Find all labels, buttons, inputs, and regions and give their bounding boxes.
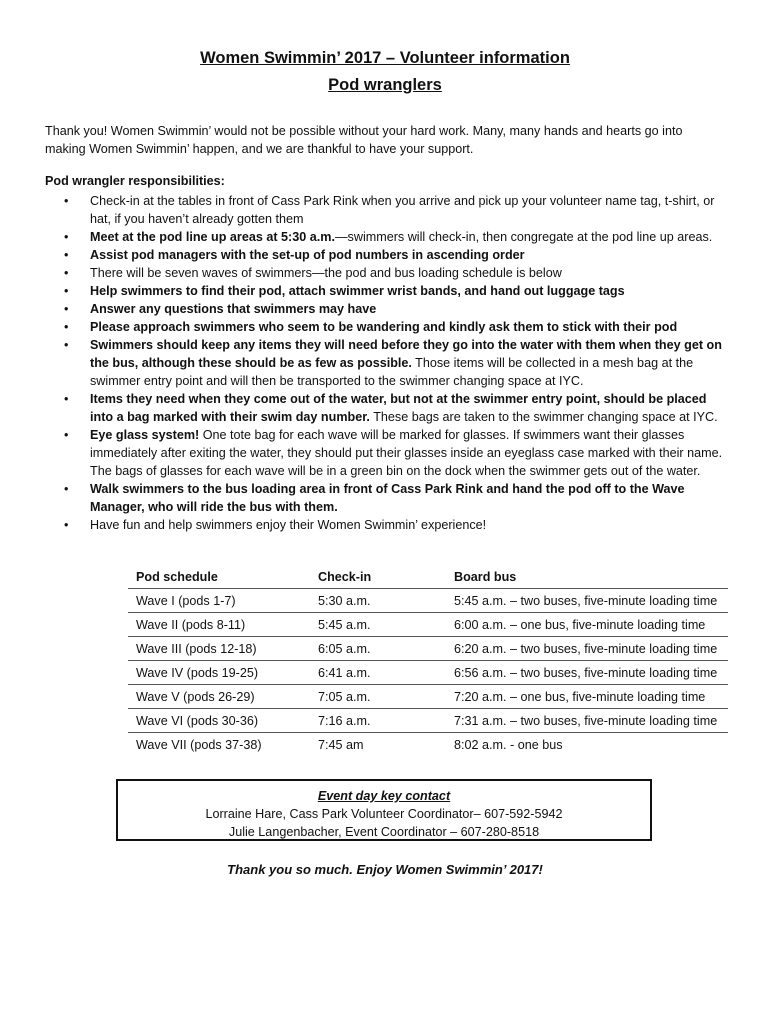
responsibility-item <box>45 336 725 390</box>
schedule-row <box>128 661 728 685</box>
responsibility-item <box>45 246 725 264</box>
responsibility-item <box>45 192 725 228</box>
schedule-cell-board: 6:20 a.m. – two buses, five-minute loading time <box>446 637 728 661</box>
bullet-icon: • <box>64 266 69 280</box>
bullet-icon: • <box>64 320 69 334</box>
bullet-icon: • <box>64 338 69 352</box>
schedule-row <box>128 685 728 709</box>
responsibility-item <box>45 516 725 534</box>
responsibility-text: These bags are taken to the swimmer changing space at IYC. <box>369 410 718 424</box>
responsibility-item <box>45 480 725 516</box>
responsibility-text: —swimmers will check-in, then congregate at the pod line up areas. <box>334 230 713 244</box>
schedule-cell-pod: Wave I (pods 1-7) <box>128 589 310 613</box>
schedule-cell-board: 7:20 a.m. – one bus, five-minute loading time <box>446 685 728 709</box>
schedule-cell-board: 6:00 a.m. – one bus, five-minute loading time <box>446 613 728 637</box>
responsibility-item <box>45 300 725 318</box>
schedule-row <box>128 613 728 637</box>
schedule-cell-board: 6:56 a.m. – two buses, five-minute loading time <box>446 661 728 685</box>
schedule-cell-checkin: 5:45 a.m. <box>310 613 446 637</box>
responsibility-item <box>45 426 725 480</box>
schedule-cell-pod: Wave VII (pods 37-38) <box>128 733 310 757</box>
closing-message: Thank you so much. Enjoy Women Swimmin’ 2017! <box>227 862 543 877</box>
bullet-icon: • <box>64 194 69 208</box>
schedule-cell-checkin: 6:41 a.m. <box>310 661 446 685</box>
responsibility-item <box>45 228 725 246</box>
bullet-icon: • <box>64 482 69 496</box>
contact-line-event: Julie Langenbacher, Event Coordinator – 607-280-8518 <box>228 825 540 839</box>
bullet-icon: • <box>64 230 69 244</box>
schedule-row <box>128 589 728 613</box>
intro-paragraph: Thank you! Women Swimmin’ would not be possible without your hard work. Many, many hands and hearts go into making Women Swimmin’ happen, and we are thankful to have your support. <box>45 124 683 156</box>
schedule-cell-pod: Wave IV (pods 19-25) <box>128 661 310 685</box>
responsibility-text: Have fun and help swimmers enjoy their Women Swimmin’ experience! <box>90 518 487 532</box>
bullet-icon: • <box>64 248 69 262</box>
responsibility-item <box>45 264 725 282</box>
schedule-cell-checkin: 6:05 a.m. <box>310 637 446 661</box>
responsibility-bold-text: Please approach swimmers who seem to be wandering and kindly ask them to stick with their pod <box>90 320 678 334</box>
responsibility-text: There will be seven waves of swimmers—the pod and bus loading schedule is below <box>90 266 562 280</box>
schedule-cell-checkin: 7:16 a.m. <box>310 709 446 733</box>
contact-heading: Event day key contact <box>317 789 451 803</box>
contact-line-coordinator: Lorraine Hare, Cass Park Volunteer Coordinator– 607-592-5942 <box>205 807 563 821</box>
responsibility-bold-text: Items they need when they come out of the water, but not at the swimmer entry point, should be placed into a bag marked with their swim day number. <box>90 392 707 424</box>
bullet-icon: • <box>64 518 69 532</box>
schedule-header-pod: Pod schedule <box>136 570 218 584</box>
schedule-cell-checkin: 5:30 a.m. <box>310 589 446 613</box>
schedule-body <box>128 589 728 757</box>
schedule-cell-pod: Wave VI (pods 30-36) <box>128 709 310 733</box>
schedule-cell-checkin: 7:45 am <box>310 733 446 757</box>
responsibility-bold-text: Swimmers should keep any items they will need before they go into the water with them when they get on the bus, although these should be as few as possible. <box>90 338 722 370</box>
responsibility-bold-text: Walk swimmers to the bus loading area in front of Cass Park Rink and hand the pod off to the Wave Manager, who will ride the bus with them. <box>90 482 685 514</box>
responsibility-text: Check-in at the tables in front of Cass Park Rink when you arrive and pick up your volunteer name tag, t-shirt, or hat, if you haven’t already gotten them <box>90 194 715 226</box>
responsibilities-heading: Pod wrangler responsibilities: <box>45 174 225 188</box>
event-contact-box <box>116 779 652 841</box>
responsibility-item <box>45 318 725 336</box>
schedule-cell-checkin: 7:05 a.m. <box>310 685 446 709</box>
schedule-cell-board: 8:02 a.m. - one bus <box>446 733 728 757</box>
schedule-cell-pod: Wave III (pods 12-18) <box>128 637 310 661</box>
responsibility-bold-text: Eye glass system! <box>90 428 200 442</box>
schedule-header-board: Board bus <box>454 570 517 584</box>
bullet-icon: • <box>64 284 69 298</box>
schedule-cell-pod: Wave V (pods 26-29) <box>128 685 310 709</box>
pod-schedule-table <box>128 566 728 756</box>
responsibility-item <box>45 390 725 426</box>
schedule-row <box>128 637 728 661</box>
responsibility-item <box>45 282 725 300</box>
responsibility-bold-text: Assist pod managers with the set-up of pod numbers in ascending order <box>90 248 525 262</box>
responsibility-text: Those items will be collected in a mesh bag at the swimmer entry point and will then be transported to the swimmer changing space at IYC. <box>90 356 694 388</box>
schedule-header-row <box>128 566 728 589</box>
schedule-row <box>128 733 728 757</box>
responsibility-bold-text: Help swimmers to find their pod, attach swimmer wrist bands, and hand out luggage tags <box>90 284 625 298</box>
schedule-cell-board: 5:45 a.m. – two buses, five-minute loading time <box>446 589 728 613</box>
schedule-header-checkin: Check-in <box>318 570 372 584</box>
page-subtitle: Pod wranglers <box>328 76 442 94</box>
responsibility-text: One tote bag for each wave will be marked for glasses. If swimmers want their glasses immediately after exiting the water, they should put their glasses inside an eyeglass case marked with their name. The bags of glasses for each wave will be in a green bin on the dock when the swimmer gets out of the water. <box>90 428 723 478</box>
bullet-icon: • <box>64 392 69 406</box>
bullet-icon: • <box>64 428 69 442</box>
page-title: Women Swimmin’ 2017 – Volunteer information <box>200 49 570 67</box>
bullet-icon: • <box>64 302 69 316</box>
responsibilities-list <box>45 192 725 534</box>
responsibility-bold-text: Meet at the pod line up areas at 5:30 a.m. <box>90 230 335 244</box>
schedule-cell-pod: Wave II (pods 8-11) <box>128 613 310 637</box>
schedule-cell-board: 7:31 a.m. – two buses, five-minute loading time <box>446 709 728 733</box>
responsibility-bold-text: Answer any questions that swimmers may have <box>90 302 377 316</box>
schedule-row <box>128 709 728 733</box>
